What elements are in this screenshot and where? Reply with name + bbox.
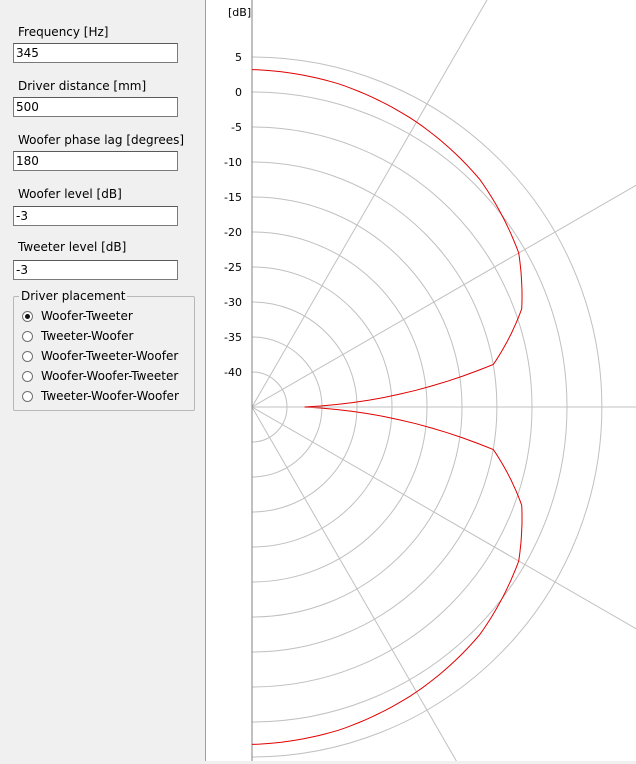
tick-label: 0	[235, 86, 242, 99]
frequency-label: Frequency [Hz]	[18, 25, 109, 39]
woofer-phase-lag-label: Woofer phase lag [degrees]	[18, 133, 185, 147]
driver-placement-title: Driver placement	[21, 289, 126, 303]
driver-distance-label: Driver distance [mm]	[18, 79, 147, 93]
radio-button[interactable]	[22, 391, 33, 402]
driver-distance-input[interactable]: 500	[13, 97, 178, 117]
radio-label: Woofer-Tweeter	[41, 309, 133, 323]
radio-label: Tweeter-Woofer-Woofer	[41, 389, 179, 403]
tick-label: -10	[224, 156, 242, 169]
radio-tweeter-woofer-woofer[interactable]	[22, 387, 179, 405]
radio-woofer-tweeter-woofer[interactable]	[22, 347, 178, 365]
woofer-phase-lag-input[interactable]: 180	[13, 151, 178, 171]
woofer-level-input[interactable]: -3	[13, 206, 178, 226]
radio-label: Tweeter-Woofer	[41, 329, 134, 343]
polar-grid	[252, 0, 636, 761]
radio-woofer-woofer-tweeter[interactable]	[22, 367, 178, 385]
tick-label: -40	[224, 366, 242, 379]
polar-chart	[206, 0, 636, 761]
radio-tweeter-woofer[interactable]	[22, 327, 133, 345]
grid-spoke	[252, 107, 636, 407]
woofer-level-label: Woofer level [dB]	[18, 187, 122, 201]
radio-label: Woofer-Woofer-Tweeter	[41, 369, 179, 383]
radio-button[interactable]	[22, 351, 33, 362]
radio-woofer-tweeter[interactable]	[22, 307, 133, 325]
tick-labels	[224, 51, 242, 379]
tick-label: -5	[231, 121, 242, 134]
radio-button[interactable]	[22, 331, 33, 342]
radio-label: Woofer-Tweeter-Woofer	[41, 349, 179, 363]
radio-button[interactable]	[22, 371, 33, 382]
tweeter-level-input[interactable]: -3	[13, 260, 178, 280]
tick-label: -20	[224, 226, 242, 239]
frequency-input[interactable]: 345	[13, 43, 178, 63]
tick-label: -35	[224, 331, 242, 344]
polar-plot-area	[206, 0, 636, 761]
grid-spoke	[252, 0, 552, 407]
grid-spoke	[252, 407, 636, 707]
radio-button[interactable]	[22, 311, 33, 322]
tick-label: 5	[235, 51, 242, 64]
controls-panel	[0, 0, 206, 761]
tick-label: -15	[224, 191, 242, 204]
tick-label: -30	[224, 296, 242, 309]
tweeter-level-label: Tweeter level [dB]	[18, 240, 127, 254]
unit-label: [dB]	[228, 6, 252, 19]
tick-label: -25	[224, 261, 242, 274]
